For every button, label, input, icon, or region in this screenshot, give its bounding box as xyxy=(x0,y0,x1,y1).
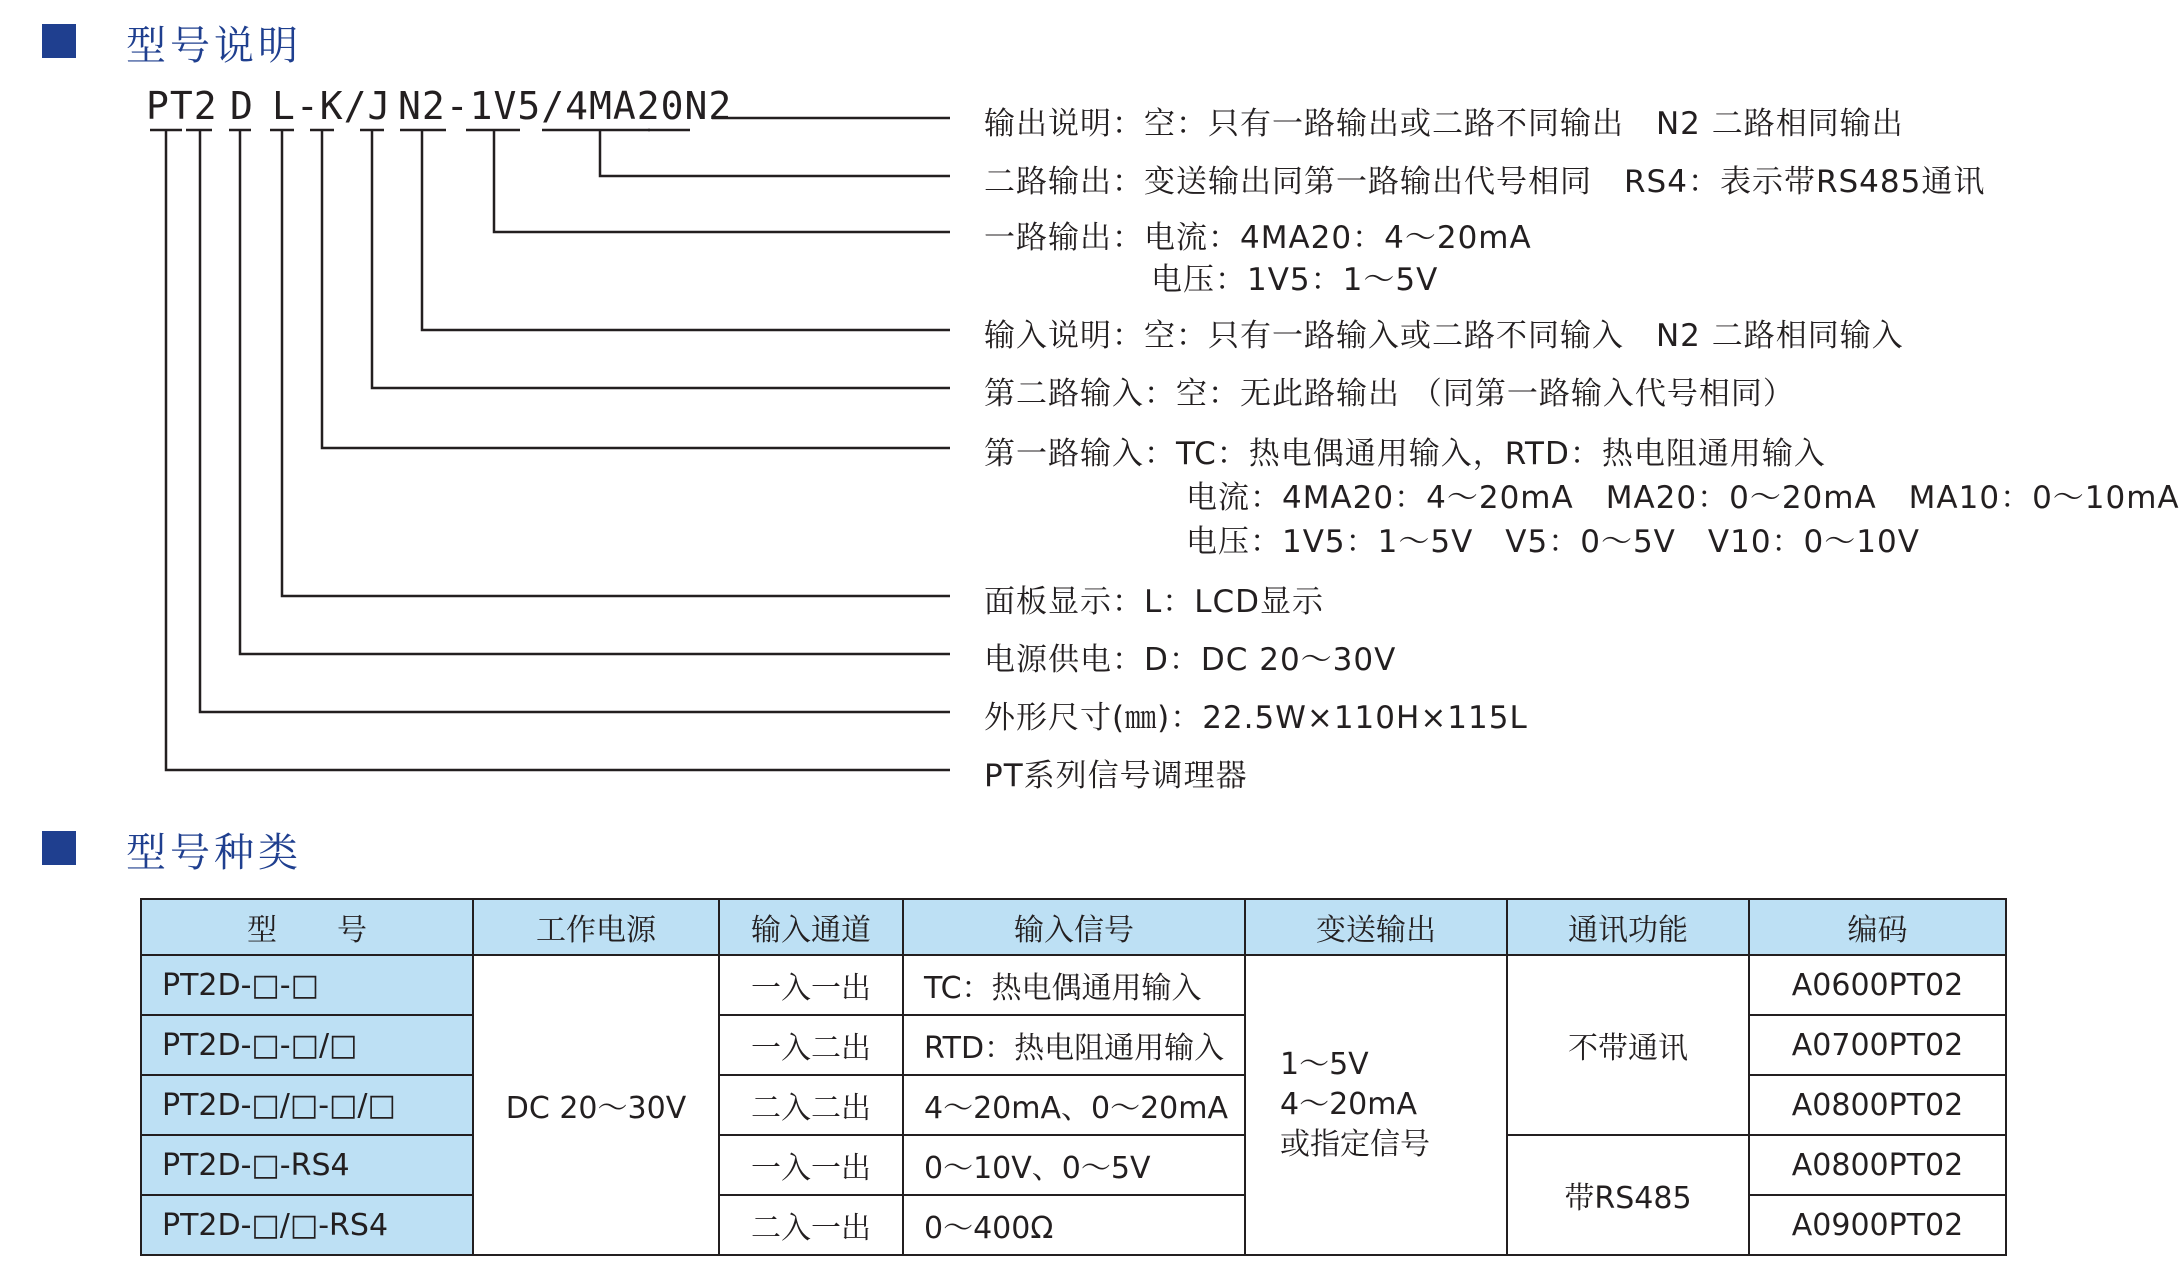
desc-first-output: 一路输出：电流：4MA20：4～20mA xyxy=(984,220,1532,256)
comm-cell: 带RS485 xyxy=(1507,1135,1749,1255)
model-cell: PT2D-□-□ xyxy=(141,955,473,1015)
section-marker-icon xyxy=(42,831,76,865)
table-row xyxy=(141,955,2006,1015)
model-cell: PT2D-□/□-RS4 xyxy=(141,1195,473,1255)
header-channels: 输入通道 xyxy=(719,899,903,955)
channel-cell: 一入一出 xyxy=(719,1135,903,1195)
section-title-model-types: 型号种类 xyxy=(126,830,302,876)
model-code-display-inputs: L-K/J xyxy=(272,84,392,128)
model-types-table xyxy=(140,898,2007,1256)
desc-second-input: 第二路输入：空：无此路输出 （同第一路输入代号相同） xyxy=(984,376,1795,412)
header-code: 编码 xyxy=(1749,899,2006,955)
channel-cell: 二入二出 xyxy=(719,1075,903,1135)
section-title-model-description: 型号说明 xyxy=(126,23,302,69)
model-code-power: D xyxy=(230,84,254,128)
code-cell: A0800PT02 xyxy=(1749,1075,2006,1135)
power-cell: DC 20～30V xyxy=(473,955,719,1255)
output-cell xyxy=(1245,955,1507,1255)
code-cell: A0800PT02 xyxy=(1749,1135,2006,1195)
desc-dimensions: 外形尺寸(㎜)：22.5W×110H×115L xyxy=(984,700,1528,736)
model-code-prefix: PT2 xyxy=(146,84,218,128)
desc-series: PT系列信号调理器 xyxy=(984,758,1248,794)
model-cell: PT2D-□/□-□/□ xyxy=(141,1075,473,1135)
table-header-row xyxy=(141,899,2006,955)
signal-cell: RTD：热电阻通用输入 xyxy=(903,1015,1245,1075)
channel-cell: 二入一出 xyxy=(719,1195,903,1255)
header-power: 工作电源 xyxy=(473,899,719,955)
signal-cell: 4～20mA、0～20mA xyxy=(903,1075,1245,1135)
desc-second-output: 二路输出：变送输出同第一路输出代号相同 RS4：表示带RS485通讯 xyxy=(984,164,1986,200)
desc-power-supply: 电源供电：D：DC 20～30V xyxy=(984,642,1397,678)
output-line: 或指定信号 xyxy=(1280,1127,1430,1162)
desc-first-input-voltage: 电压：1V5：1～5V V5：0～5V V10：0～10V xyxy=(1186,524,1920,560)
code-cell: A0700PT02 xyxy=(1749,1015,2006,1075)
output-line: 4～20mA xyxy=(1280,1087,1418,1122)
desc-output-mode: 输出说明：空：只有一路输出或二路不同输出 N2 二路相同输出 xyxy=(984,106,1904,142)
code-cell: A0900PT02 xyxy=(1749,1195,2006,1255)
desc-first-input-current: 电流：4MA20：4～20mA MA20：0～20mA MA10：0～10mA xyxy=(1186,480,2180,516)
header-comm: 通讯功能 xyxy=(1507,899,1749,955)
desc-first-output-voltage: 电压：1V5：1～5V xyxy=(1151,262,1439,298)
header-output: 变送输出 xyxy=(1245,899,1507,955)
code-cell: A0600PT02 xyxy=(1749,955,2006,1015)
signal-cell: 0～400Ω xyxy=(903,1195,1245,1255)
model-cell: PT2D-□-RS4 xyxy=(141,1135,473,1195)
output-line: 1～5V xyxy=(1280,1047,1369,1082)
comm-cell: 不带通讯 xyxy=(1507,955,1749,1135)
channel-cell: 一入一出 xyxy=(719,955,903,1015)
channel-cell: 一入二出 xyxy=(719,1015,903,1075)
header-input-signal: 输入信号 xyxy=(903,899,1245,955)
header-model: 型 号 xyxy=(141,899,473,955)
desc-first-input: 第一路输入：TC：热电偶通用输入，RTD：热电阻通用输入 xyxy=(984,436,1826,472)
signal-cell: TC：热电偶通用输入 xyxy=(903,955,1245,1015)
model-code-outputs: N2-1V5/4MA20N2 xyxy=(398,84,733,128)
model-cell: PT2D-□-□/□ xyxy=(141,1015,473,1075)
signal-cell: 0～10V、0～5V xyxy=(903,1135,1245,1195)
desc-input-mode: 输入说明：空：只有一路输入或二路不同输入 N2 二路相同输入 xyxy=(984,318,1904,354)
table-row xyxy=(141,1135,2006,1195)
desc-panel-display: 面板显示：L：LCD显示 xyxy=(984,584,1325,620)
